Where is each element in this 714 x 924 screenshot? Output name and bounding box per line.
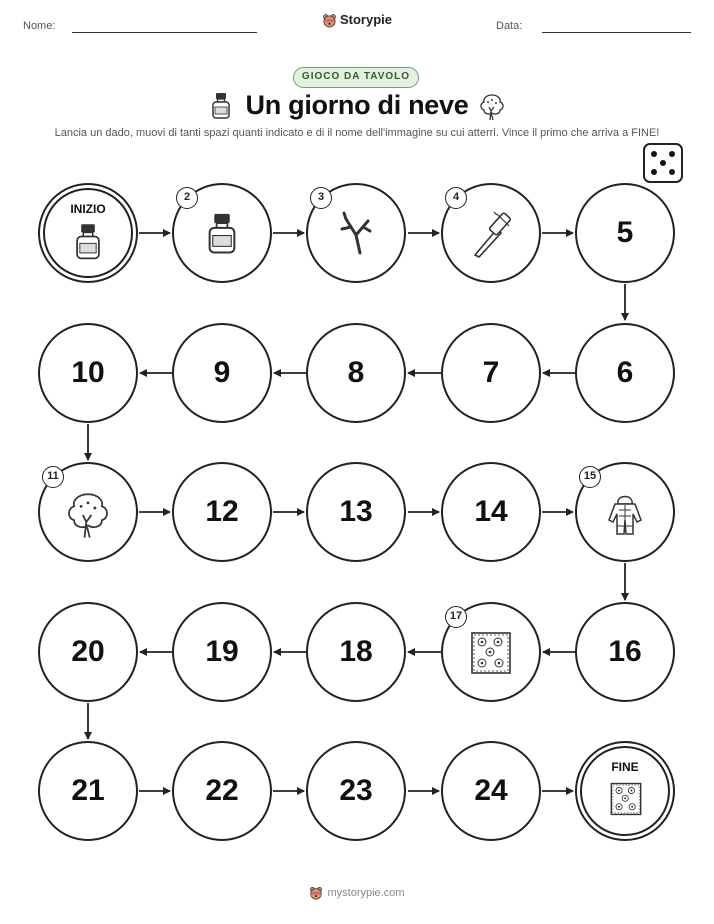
space-14 [441,462,541,562]
space-20 [38,602,138,702]
date-label: Data: [496,20,523,32]
brand-name: Storypie [339,12,392,27]
space-11 [38,462,138,562]
space-21 [38,741,138,841]
space-18 [306,602,406,702]
flower-blanket-icon [609,781,643,817]
space-number-tag: 4 [445,187,467,209]
space-number-tag: 2 [176,187,198,209]
space-23 [306,741,406,841]
start-label: INIZIO [70,202,106,216]
space-6 [575,323,675,423]
space-15 [575,462,675,562]
space-number-tag: 17 [445,606,467,628]
space-9 [172,323,272,423]
space-number: 10 [71,356,105,389]
bear-logo-icon [309,886,323,900]
brush-icon [467,207,517,259]
space-number: 23 [339,774,373,807]
space-12 [172,462,272,562]
space-8 [306,323,406,423]
space-22 [172,741,272,841]
space-number: 5 [616,216,634,249]
space-number: 6 [616,356,634,389]
name-label: Nome: [23,20,56,32]
space-end [575,741,675,841]
space-number: 7 [482,356,500,389]
space-7 [441,323,541,423]
space-number: 14 [474,495,508,528]
snowsuit-icon [603,490,647,538]
space-17 [441,602,541,702]
space-24 [441,741,541,841]
space-number-tag: 15 [579,466,601,488]
space-2 [172,183,272,283]
space-number-tag: 3 [310,187,332,209]
space-13 [306,462,406,562]
page-title: Un giorno di neve [245,90,469,120]
bottle-icon [205,210,239,258]
footer [0,886,714,900]
space-number: 22 [205,774,239,807]
space-number: 20 [71,635,105,668]
twig-icon [332,209,380,257]
space-19 [172,602,272,702]
space-number: 16 [608,635,642,668]
space-4 [441,183,541,283]
space-number: 12 [205,495,239,528]
space-number: 8 [347,356,365,389]
space-number: 19 [205,635,239,668]
space-number: 21 [71,774,105,807]
flower-blanket-icon [469,630,513,676]
footer-url[interactable]: mystorypie.com [327,886,405,899]
space-start [38,183,138,283]
space-16 [575,602,675,702]
space-number: 13 [339,495,373,528]
space-5 [575,183,675,283]
tree-icon [62,488,114,542]
space-number: 24 [474,774,508,807]
game-type-badge: GIOCO DA TAVOLO [293,67,419,88]
instructions: Lancia un dado, muovi di tanti spazi quanti indicato e di il nome dell'immagine su cui atterri. Vince il primo che arriva a FINE! [54,127,660,139]
end-label: FINE [611,760,639,774]
space-10 [38,323,138,423]
space-number: 9 [213,356,231,389]
space-3 [306,183,406,283]
bottle-icon [73,221,103,263]
space-number: 18 [339,635,373,668]
space-number-tag: 11 [42,466,64,488]
